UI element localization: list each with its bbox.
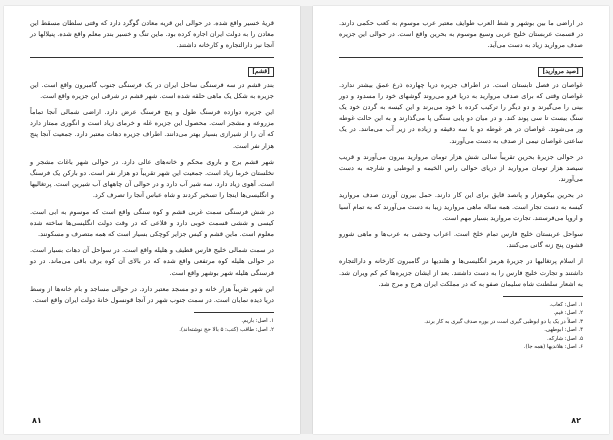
left-paragraph-6: در سمت شمالی خلیج فارس قطیف و هلیله واقع است. در سواحل آن دهات بسیار است. در حوالی هلیله کوه مرتفعی واقع شده که در بالای آن کوه برف باقی می‌ماند. در دو فرسنگی هلیله شهر بوشهر واقع است. — [30, 246, 274, 277]
left-section-heading: [قشم] — [248, 67, 274, 77]
left-section-divider — [30, 57, 274, 58]
right-page — [313, 6, 609, 434]
right-paragraph-5: سواحل عربستان خلیج فارس تمام خلخ است. اعراب وحشی به عرب‌ها و ماهی شورو قشون پنج زنه گانی می‌کنند. — [339, 230, 583, 250]
right-footnote: ۵. اصل: شارکه. — [547, 335, 583, 342]
right-paragraph-4: در بحرین بیکوهزار و پانصد قایق برای این کار دارند. حمل بیرون آوردن صدف مروارید کیسه به دست تجار است. همه ساله ماهی مروارید زیبا به دست می‌آورند که به تمام آسیا و اروپا می‌فرستند. تجارت مروارید بسیار مهم است. — [339, 191, 583, 222]
right-footnote: ۴. اصل: ابوطهی. — [544, 327, 583, 334]
right-paragraph-6: از اسلام پرتغالیها در جزیرهٔ هرمز انگلیسی‌ها و هلندیها در گامبرون کارخانه و دارالتجاره داشتند و تجارت خلیج فارس را به دست داشتند. بعد از ایشان جزیره‌ها کم کم ویران شد. به اشعار سلطنت شاه سلیمان صفو به که در مملکت ایران هرج و مرج شد. — [339, 257, 583, 288]
left-paragraph-1: قریهٔ خسیر واقع شده. در حوالی این قریه معادن گوگرد دارد که وقتی سلطان مسقط این معادن را به دولت ایران اجاره کرده بود. ماین تنگ و خسیر بندر معلم واقع شده. پنیلالها در آنجا نیز دارالتجاره و کارخانه داشتند. — [30, 19, 274, 50]
book-gutter — [300, 6, 313, 434]
left-footnote-2: ۲. اصل: طاقب (کتب: ۵ بالا حج نوشته‌اند). — [179, 326, 274, 333]
left-paragraph-3: این جزیره دوازده فرسنگ طول و پنج فرسنگ عرض دارد. اراضی شمالی آنجا تماماً مزروعه و مشجر است. محصول این جزیره غله و خرمای زیاد است و انگوری ممتاز دارد که آن را از شیرازی بسیار بهتر می‌دانند. اطراف جزیره دهات معتبر دارد. جمعیت آنجا پنج هزار نفر است. — [30, 108, 274, 150]
left-footnote-1: ۱. اصل: باریم. — [241, 318, 274, 325]
left-paragraph-5: در شش فرسنگی سمت غربی قشم و کوه سنگی واقع است که موسوم به ابی است. کیسی و ششی قسمت خوبی دارد و قلاعی که در وقت دولت انگلیسی‌ها ساخته شده معلوم است. ماین قشم و کیس جزایر کوچکی بسیار است که همه متصرف و مسکونند. — [30, 207, 274, 239]
right-footnote: ۱. اصل: کعاب. — [549, 302, 583, 309]
left-paragraph-4: شهر قشم برج و باروی محکم و خانه‌های عالی دارد. در حوالی شهر باغات مشجر و نخلستان خرما زیاد است. جمعیت این شهر تقریباً دو هزار نفر است. دو بارکن یک فرسنگ است. آهوی زیاد دارد. سه شیر آب دارد و در حوالی آن چاههای آب شیرین است. پرتغالیها و انگلیسی‌ها اینجا را تسخیر کردند و شاه عباس آنجا را تصرف کرد. — [30, 157, 274, 200]
left-page-number: ۸۱ — [32, 416, 42, 425]
right-footnote: ۶. اصل: هلاندیها (همه جا). — [523, 344, 583, 351]
right-page-content — [339, 18, 583, 408]
right-paragraph-2: غواصان در فصل تابستان است. در اطراف جزیره دریا چهارده ذرع عمق بیشتر ندارد. غواصان وقتی که برای صدف مروارید به دریا فرو می‌روند گوشهای خود را مسدود و دور بینی را می‌گیرند و دو دیگر را ترکیب کرده با خود می‌برند و این کیسه به گردن خود یک سنگ بیست تا سی پوند کند. و در میان دو پایی سنگی پا می‌گذارند و به این حالت غوطه ور می‌شوند. غواصان در هر غوطه دو یا سه دقیقه و زیاده در زیر آب می‌مانند. در یک ساعتی غواصان نیمی از صدف به دست می‌آورند. — [339, 80, 583, 145]
right-page-number: ۸۲ — [571, 416, 581, 425]
left-paragraph-2: بندر قشم در سه فرسنگی ساحل ایران در یک فرسنگی جنوب گامبرون واقع است. این جزیره به شکل یک ماهی حلقه شده است. شهر قشم در شرقی این جزیره واقع است. — [30, 80, 274, 100]
right-footnote: ۳. اصلاً در یک یا دو ابوظبی گیری است در بوره صدف گیری به کار برند. — [424, 318, 583, 325]
left-page-content — [30, 18, 274, 408]
left-footnote-rule — [194, 312, 274, 313]
left-paragraph-7: این شهر تقریباً هزار خانه و دو مسجد معتبر دارد. در حوالی مساجد و بام خانه‌ها از وسط دریا دیده نمایان است. در سمت جنوب شهر در آنجا قونسول خانهٔ دولت ایران واقع است. — [30, 284, 274, 305]
right-section-divider — [339, 57, 583, 58]
left-page — [4, 6, 300, 434]
right-section-heading: [صید مروارید] — [538, 67, 583, 77]
right-paragraph-3: در حوالی جزیرهٔ بحرین تقریباً سالی شش هزار تومان مروارید بیرون می‌آورند و قریب سیصد هزار تومان مروارید از دریای حوالی راس الخیمه و ابوظبی و شارجه به دست می‌آورند. — [339, 152, 583, 184]
right-paragraph-1: در اراضی ما بین بوشهر و شط العرب طوایف معتبر عرب موسوم به کعب حکمی دارند. در قسمت عربستان خلیج عربی وسیع موسوم به بحرین واقع است. در حوالی این جزیره صدف مروارید زیاد به دست می‌آید. — [339, 19, 583, 50]
right-footnote: ۲. اصل: فیم. — [553, 310, 583, 317]
right-footnote-rule — [503, 296, 583, 297]
